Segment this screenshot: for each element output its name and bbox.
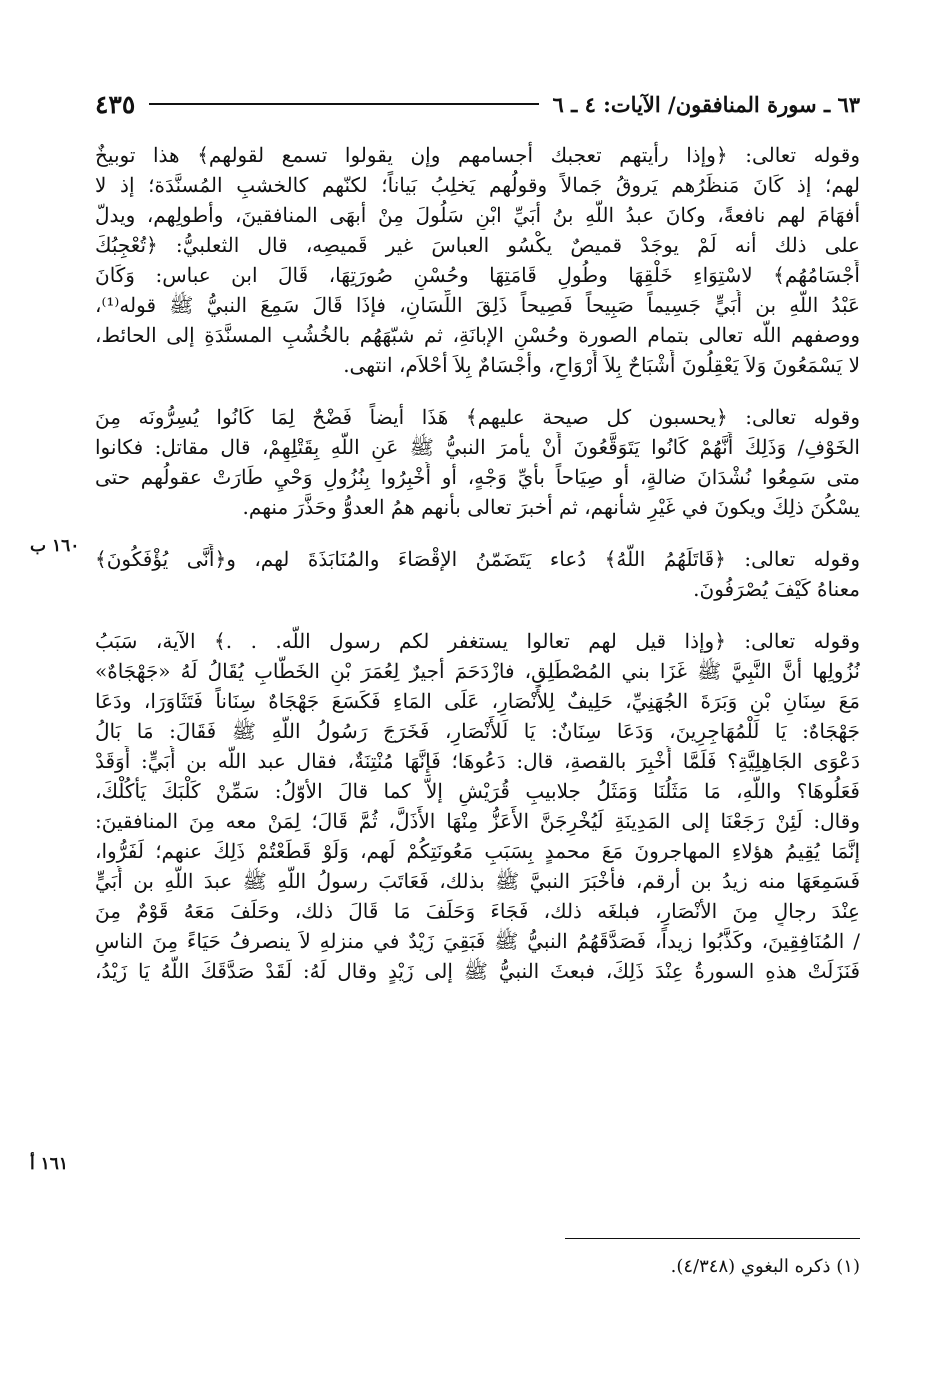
text-line: معناهُ كَيْفَ يُصْرَفُونَ. xyxy=(693,577,860,601)
running-title: ٦٣ ـ سورة المنافقون/ الآيات: ٤ ـ ٦ xyxy=(552,91,860,117)
text-line: ووصفهم اللّه تعالى بتمام الصورة وحُسْنِ الإبانَةِ، ثم شبّهَهُم بالخُشُبِ المسنَّدَةِ إلى الحائط، xyxy=(95,323,860,347)
manuscript-folio-note: ١٦١ أ xyxy=(30,1154,69,1174)
paragraph-3 xyxy=(95,544,860,604)
text-line: عِنْدَ رجالٍ مِنَ الأنْصَارِ، فبلغَه ذلك، فَجَاءَ وَحَلَفَ مَا قَالَ ذلك، وحَلَفَ مَعَهُ قَوْمٌ مِنَ xyxy=(95,899,860,923)
text-line: وقوله تعالى: ﴿وإذا قيل لهم تعالوا يستغفر لكم رسول اللّه. . .﴾ الآية، سَبَبُ xyxy=(95,629,860,653)
text-line: فَعَلُوهَا؟ واللّهِ، مَا مَثَلُنَا وَمَثَلُ جلابيبِ قُرَيْشٍ إلاّ كما قالَ الأوّلُ: سَمِّنْ كَلْبَكَ يَأْكُلْكَ، xyxy=(95,779,860,803)
text-line: جَهْجَاهٌ: يَا لَلْمُهَاجِرِينَ، وَدَعَا سِنَانٌ: يَا لَلأَنْصَارِ، فَخَرَجَ رَسُولُ اللّهِ ﷺ فَقَالَ: مَا بَالُ xyxy=(95,719,860,743)
text-line: وقوله تعالى: ﴿وإذا رأيتهم تعجبك أجسامهم وإن يقولوا تسمع لقولهم﴾ هذا توبيخٌ xyxy=(95,143,860,167)
text-line: الخَوْفِ/ وَذَلِكَ أَنَّهُمْ كَانُوا يَتَوَقَّعُونَ أَنْ يأمرَ النبيُّ ﷺ عَنِ اللّهِ بِقَتْلِهِمْ، قال مقاتل: فكانوا xyxy=(95,435,860,459)
text-line: لهم؛ إذ كَانَ مَنظَرُهم يَروقُ جَمالاً وقولُهم يَخلِبُ بَياناً؛ لكنّهم كالخشبِ المُسنَّدَة؛ إذ لا xyxy=(95,173,860,197)
footnote: (١) ذكره البغوي (٤/٣٤٨). xyxy=(670,1256,860,1277)
manuscript-folio-note: ١٦٠ ب xyxy=(30,536,80,556)
header-rule xyxy=(149,103,538,105)
text-line: نُزُولِها أنَّ النَّبِيَّ ﷺ غَزَا بني المُصْطَلِقِ، فازْدَحَمَ أجيرٌ لِعُمَرَ بْنِ الخَطَّابِ يُقَالُ لَهُ «جَهْجَاهٌ» xyxy=(95,659,860,683)
text-line: على ذلك أنه لَمْ يوجَدْ قميصٌ يكْسُو العباسَ غير قَميصِه، قال الثعلبيُّ: ﴿تُعْجِبُكَ xyxy=(95,233,860,257)
text-line: وقوله تعالى: ﴿يحسبون كل صيحة عليهم﴾ هَذَا أيضاً فَضْحٌ لِمَا كَانُوا يُسِرُّونَه مِنَ xyxy=(95,405,860,429)
text-line: لا يَسْمَعُونَ وَلاَ يَعْقِلُونَ أَشْبَاحٌ بِلاَ أَرْوَاحٍ، وأجْسَامٌ بِلاَ أحْلاَم، انتهى. xyxy=(343,353,860,377)
page-header xyxy=(95,86,860,122)
main-text xyxy=(95,140,860,1008)
text-line: متى سَمِعُوا نُشْدَانَ ضالةٍ، أو صِيَاحاً بأيِّ وَجْهٍ، أو أُخْبِرُوا بِنُزُولِ وَحْيٍ طَارَتْ عقولُهم حتى xyxy=(95,465,860,489)
text-line: يسْكُنَ ذلِكَ ويكونَ في غَيْرِ شأنهم، ثم أخبرَ تعالى بأنهم همُ العدوُّ وحَذَّرَ منهم. xyxy=(242,495,860,519)
text-line: / المُنَافِقِينَ، وكَذَّبُوا زيداً، فَصَدَّقَهُمُ النبيُّ ﷺ فَبَقِيَ زَيْدٌ في منزلهِ لاَ ينصرفُ حَيَاءً مِنَ الناسِ xyxy=(95,929,860,953)
text-line: فَنَزَلَتْ هذهِ السورةُ عِنْدَ ذَلِكَ، فبعثَ النبيُّ ﷺ إلى زَيْدٍ وقال لَهُ: لَقَدْ صَدَّقَكَ اللّهُ يَا زَيْدُ، xyxy=(95,959,860,983)
text-line: مَعَ سِنَانِ بْنِ وَبَرَةَ الجُهَنِيِّ، حَلِيفٌ لِلأَنْصَارِ، عَلَى المَاءِ فَكَسَعَ جَهْجَاهٌ سِنَاناً فَتَثَاوَرَا، ودَعَا xyxy=(95,689,860,713)
page-number: ٤٣٥ xyxy=(95,89,136,119)
footnote-rule xyxy=(565,1238,860,1239)
text-line: عَبْدُ اللّهِ بن أُبَيٍّ جَسِيماً صَبِيحاً فَصِيحاً ذَلِقَ اللِّسَانِ، فإذَا قَالَ سَمِعَ النبيُّ ﷺ قوله⁽¹⁾، xyxy=(95,293,860,317)
text-line: إنَّمَا يُقِيمُ هؤلاءِ المهاجرونَ مَعَ محمدٍ بِسَبَبِ مَعُونَتِكُمْ لَهم، وَلَوْ قَطَعْتُمْ ذَلِكَ عنهم؛ لَفَرُّوا، xyxy=(95,839,860,863)
paragraph-1 xyxy=(95,140,860,380)
text-line: وقال: لَئِنْ رَجَعْنَا إلى المَدِينَةِ لَيُخْرِجَنَّ الأَعَزُّ مِنْهَا الأَذَلَّ، ثُمَّ قَالَ؛ لِمَنْ معه مِنَ المنافقينَ: xyxy=(95,809,860,833)
text-line: دَعْوَى الجَاهِلِيَّةِ؟ فَلَمَّا أُخْبِرَ بالقصةِ، قال: دَعُوهَا؛ فَإِنَّهَا مُنْتِنَةٌ، فقال عبد اللّه بن أُبَيٍّ: أَوَقَدْ xyxy=(95,749,860,773)
paragraph-4 xyxy=(95,626,860,986)
text-line: فَسَمِعَهَا منه زيدُ بن أرقم، فأَخْبَرَ النبيَّ ﷺ بذلك، فَعَاتَبَ رسولُ اللّهِ ﷺ عبدَ اللّهِ بن أُبَيٍّ xyxy=(95,869,860,893)
text-line: أَجْسَامُهُم﴾ لاسْتِوَاءِ خَلْقِهَا وطُولِ قَامَتِهَا وحُسْنِ صُورَتِهَا، قَالَ ابن عباس: وَكَانَ xyxy=(95,263,860,287)
text-line: أفهَامَ لهم نافعةً، وكانَ عبدُ اللّهِ بنُ أبَيِّ ابْنِ سَلُولَ مِنْ أبهَى المنافقينَ، وأطولِهم، ويدلّ xyxy=(95,203,860,227)
text-line: وقوله تعالى: ﴿قَاتَلَهُمُ اللّهُ﴾ دُعاء يَتَضَمّنُ الإقْصَاءَ والمُنَابَذَةَ لهم، و﴿أَنَّى يُؤْفَكُونَ﴾ xyxy=(95,547,860,571)
paragraph-2 xyxy=(95,402,860,522)
